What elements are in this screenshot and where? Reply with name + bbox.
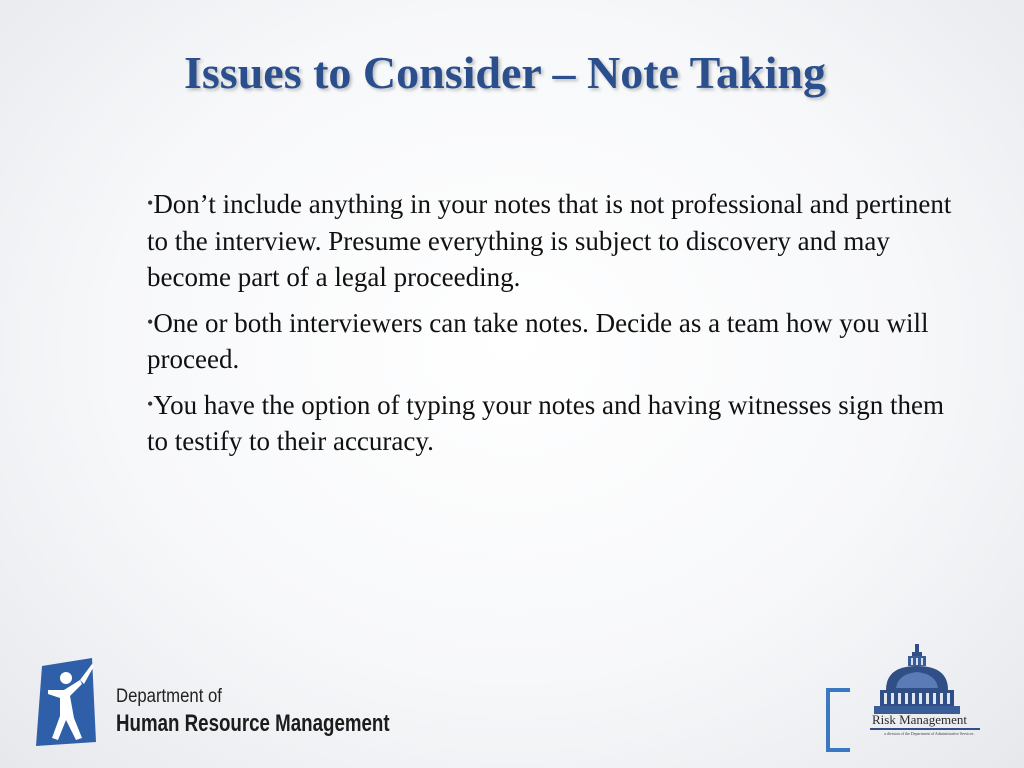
person-figure-icon <box>36 656 98 748</box>
bullet-text: You have the option of typing your notes and having witnesses sign them to testify to their accuracy. <box>147 389 944 456</box>
bullet-marker: • <box>147 393 154 414</box>
dhrm-logo <box>36 656 396 748</box>
bullet-item <box>147 304 957 378</box>
risk-logo-title: Risk Management <box>872 712 967 727</box>
logo-frame <box>826 688 850 752</box>
bullet-marker: • <box>147 311 154 332</box>
dhrm-line1: Department of <box>116 686 222 707</box>
logo-divider <box>870 728 980 730</box>
bullet-marker: • <box>147 193 154 213</box>
bullet-list <box>147 185 957 468</box>
risk-logo-subtitle: a division of the Department of Administrative Services <box>884 731 974 736</box>
dhrm-line2: Human Resource Management <box>116 710 390 737</box>
bullet-item <box>147 386 957 460</box>
slide-title: Issues to Consider – Note Taking <box>183 47 827 98</box>
risk-management-logo <box>826 640 1006 750</box>
bullet-item <box>147 185 957 296</box>
capitol-dome-icon <box>862 642 972 720</box>
bullet-text: Don’t include anything in your notes that is not professional and pertinent to the interview. Presume everything is subject to discovery and may become part of a legal proceeding. <box>147 189 952 292</box>
bullet-text: One or both interviewers can take notes. Decide as a team how you will proceed. <box>147 307 929 374</box>
